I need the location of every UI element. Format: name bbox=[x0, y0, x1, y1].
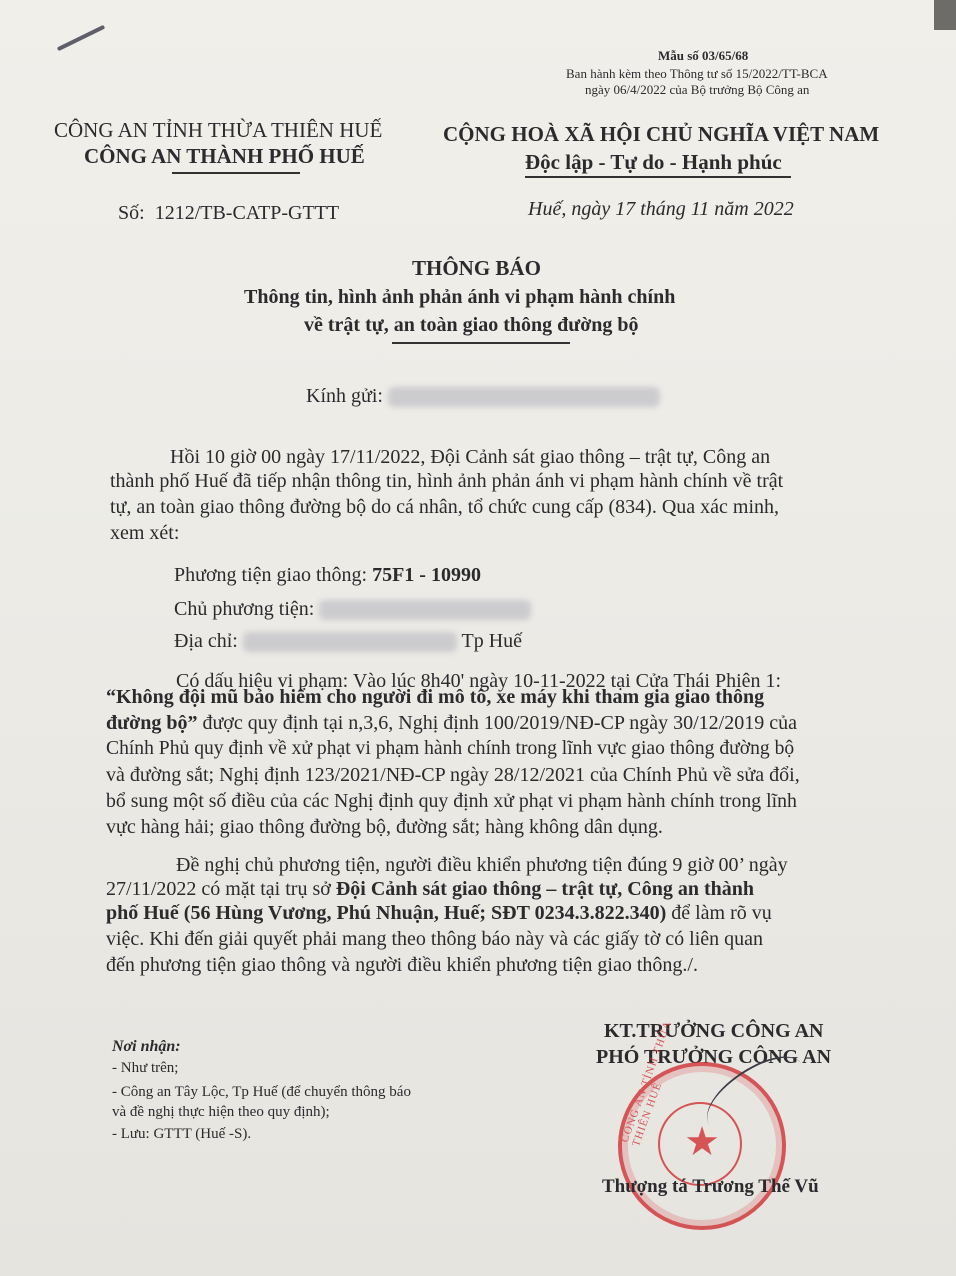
motto-underline bbox=[525, 176, 791, 178]
recipients-item-2b: và đề nghị thực hiện theo quy định); bbox=[112, 1104, 330, 1120]
stamp-ring-text: CÔNG AN TỈNH THỪA THIÊN HUẾ bbox=[618, 1019, 674, 1149]
document-title: THÔNG BÁO bbox=[412, 256, 541, 280]
body-p3-line-2 bbox=[106, 878, 754, 901]
body-p1-line-2: thành phố Huế đã tiếp nhận thông tin, hình ảnh phản ánh vi phạm hành chính về trật bbox=[110, 470, 784, 492]
page-corner bbox=[934, 0, 956, 30]
vehicle-plate: 75F1 - 10990 bbox=[372, 564, 481, 586]
recipient-label: Kính gửi: bbox=[306, 385, 383, 407]
body-p2-bold: đường bộ” bbox=[106, 712, 198, 734]
address-label: Địa chỉ: bbox=[174, 630, 238, 652]
document-number-label: Số: bbox=[118, 202, 145, 224]
body-p1-line-1: Hồi 10 giờ 00 ngày 17/11/2022, Đội Cảnh sát giao thông – trật tự, Công an bbox=[170, 446, 771, 468]
signature-title-2: PHÓ TRƯỞNG CÔNG AN bbox=[596, 1046, 832, 1068]
body-p3-line-4: việc. Khi đến giải quyết phải mang theo thông báo này và các giấy tờ có liên quan bbox=[106, 928, 764, 950]
redacted-address bbox=[243, 632, 457, 652]
address-line bbox=[174, 630, 522, 653]
body-p3-line-5: đến phương tiện giao thông và người điều khiển phương tiện giao thông./. bbox=[106, 954, 698, 976]
national-motto: Độc lập - Tự do - Hạnh phúc bbox=[525, 150, 782, 174]
signer-name: Thượng tá Trương Thế Vũ bbox=[602, 1176, 819, 1197]
recipients-label: Nơi nhận: bbox=[112, 1038, 181, 1055]
recipient-line bbox=[306, 385, 660, 408]
body-p3-line-2-b: Đội Cảnh sát giao thông – trật tự, Công an thành bbox=[335, 878, 754, 900]
body-p2-line-5: và đường sắt; Nghị định 123/2021/NĐ-CP ngày 28/12/2021 của Chính Phủ về sửa đổi, bbox=[106, 764, 800, 786]
recipients-item-2a: - Công an Tây Lộc, Tp Huế (để chuyển thông báo bbox=[112, 1084, 411, 1100]
signature-title-1: KT.TRƯỞNG CÔNG AN bbox=[604, 1020, 824, 1042]
document-number bbox=[118, 202, 339, 225]
national-title: CỘNG HOÀ XÃ HỘI CHỦ NGHĨA VIỆT NAM bbox=[443, 122, 880, 146]
document-subtitle-2: về trật tự, an toàn giao thông đường bộ bbox=[304, 314, 639, 336]
body-p2-line-3 bbox=[106, 712, 797, 735]
form-issued-line-1: Ban hành kèm theo Thông tư số 15/2022/TT-BCA bbox=[566, 66, 828, 81]
recipients-item-1: - Như trên; bbox=[112, 1060, 179, 1076]
body-p3-line-3-a: phố Huế (56 Hùng Vương, Phú Nhuận, Huế; SĐT 0234.3.822.340) bbox=[106, 902, 667, 924]
vehicle-label: Phương tiện giao thông: bbox=[174, 564, 368, 586]
redacted-recipient bbox=[388, 387, 660, 407]
document-number-value: 1212/TB-CATP-GTTT bbox=[154, 202, 340, 224]
vehicle-line bbox=[174, 564, 481, 587]
body-p2-rest: được quy định tại n,3,6, Nghị định 100/2019/NĐ-CP ngày 30/12/2019 của bbox=[197, 712, 797, 734]
agency-underline bbox=[172, 172, 300, 174]
form-issued-line-2: ngày 06/4/2022 của Bộ trưởng Bộ Công an bbox=[585, 82, 810, 97]
body-p1-line-4: xem xét: bbox=[110, 522, 180, 544]
recipients-item-3: - Lưu: GTTT (Huế -S). bbox=[112, 1126, 252, 1142]
redacted-owner bbox=[319, 600, 531, 620]
body-p2-line-2: “Không đội mũ bảo hiểm cho người đi mô tô, xe máy khi tham gia giao thông bbox=[106, 686, 765, 708]
body-p2-line-1: Có dấu hiệu vi phạm: Vào lúc 8h40' ngày 10-11-2022 tại Cửa Thái Phiên 1: bbox=[176, 670, 782, 692]
pen-mark bbox=[57, 25, 105, 51]
body-p3-line-3-b: để làm rõ vụ bbox=[666, 902, 772, 924]
body-p2-line-6: bổ sung một số điều của các Nghị định quy định xử phạt vi phạm hành chính trong lĩnh bbox=[106, 790, 797, 812]
agency-parent: CÔNG AN TỈNH THỪA THIÊN HUẾ bbox=[54, 118, 383, 142]
agency-name: CÔNG AN THÀNH PHỐ HUẾ bbox=[84, 144, 365, 168]
stamp-star-icon: ★ bbox=[684, 1119, 720, 1164]
body-p3-line-1: Đề nghị chủ phương tiện, người điều khiển phương tiện đúng 9 giờ 00’ ngày bbox=[176, 854, 788, 876]
body-p1-line-3: tự, an toàn giao thông đường bộ do cá nhân, tổ chức cung cấp (834). Qua xác minh, bbox=[110, 496, 780, 518]
body-p3-line-3 bbox=[106, 902, 772, 925]
owner-line bbox=[174, 598, 531, 621]
body-p3-line-2-a: 27/11/2022 có mặt tại trụ sở bbox=[106, 878, 336, 900]
subtitle-underline bbox=[392, 342, 570, 344]
address-city: Tp Huế bbox=[461, 630, 523, 652]
body-p2-line-4: Chính Phủ quy định về xử phạt vi phạm hành chính trong lĩnh vực giao thông đường bộ bbox=[106, 738, 795, 759]
body-p2-line-7: vực hàng hải; giao thông đường bộ, đường sắt; hàng không dân dụng. bbox=[106, 816, 663, 838]
document-date: Huế, ngày 17 tháng 11 năm 2022 bbox=[528, 198, 794, 220]
document-subtitle-1: Thông tin, hình ảnh phản ánh vi phạm hành chính bbox=[244, 286, 676, 308]
form-number: Mẫu số 03/65/68 bbox=[658, 48, 749, 63]
owner-label: Chủ phương tiện: bbox=[174, 598, 315, 620]
